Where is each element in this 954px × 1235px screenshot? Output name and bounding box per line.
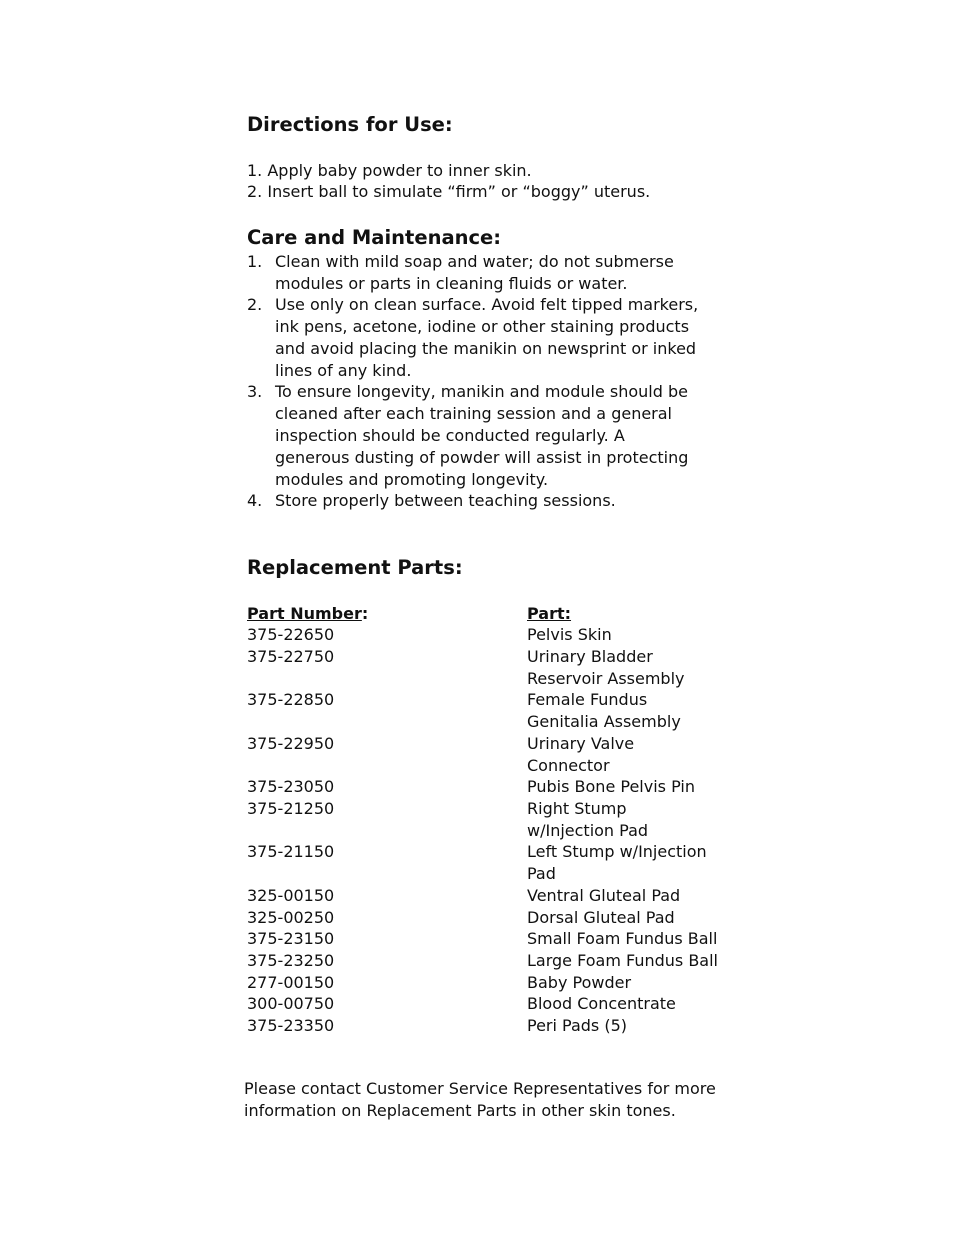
care-item-1-number: 1. (247, 252, 263, 271)
directions-item-2: 2. Insert ball to simulate “firm” or “boggy” uterus. (247, 182, 651, 201)
parts-heading: Replacement Parts: (247, 556, 463, 579)
table-row-part: Ventral Gluteal Pad (527, 886, 681, 905)
table-row-part: Large Foam Fundus Ball (527, 951, 718, 970)
table-row-number: 325-00150 (247, 886, 335, 905)
part-number-header-label: Part Number (247, 604, 362, 623)
directions-item-1: 1. Apply baby powder to inner skin. (247, 161, 532, 180)
care-item-2-text: Use only on clean surface. Avoid felt tipped markers, ink pens, acetone, iodine or other staining products and avoid placing the manikin on newsprint or inked lines of any kind. (275, 295, 699, 380)
table-row-part: Urinary Valve Connector (527, 734, 635, 775)
care-item-4-text: Store properly between teaching sessions. (275, 491, 616, 510)
table-row-number: 375-21150 (247, 842, 335, 861)
table-row-number: 375-23050 (247, 777, 335, 796)
care-item-3-text: To ensure longevity, manikin and module should be cleaned after each training session and a general inspection should be conducted regularly. A generous dusting of powder will assist in protecting modules and promoting longevity. (275, 382, 689, 489)
table-row-number: 375-22950 (247, 734, 335, 753)
part-number-header-colon: : (361, 604, 369, 623)
care-item-4-number: 4. (247, 491, 263, 510)
table-row-number: 375-22650 (247, 625, 335, 644)
table-row-part: Urinary Bladder Reservoir Assembly (527, 647, 685, 688)
table-row-part: Pelvis Skin (527, 625, 612, 644)
table-row-number: 300-00750 (247, 994, 335, 1013)
table-row-number: 375-22750 (247, 647, 335, 666)
table-row-number: 375-23350 (247, 1016, 335, 1035)
table-row-part: Right Stump w/Injection Pad (527, 799, 649, 840)
parts-column-header-part (527, 603, 727, 625)
table-row-number: 375-21250 (247, 799, 335, 818)
contact-note: Please contact Customer Service Representatives for more information on Replacement Parts in other skin tones. (244, 1079, 716, 1120)
care-item-3-number: 3. (247, 382, 263, 401)
table-row-number: 375-23250 (247, 951, 335, 970)
table-row-part: Left Stump w/Injection Pad (527, 842, 707, 883)
table-row-part: Baby Powder (527, 973, 632, 992)
table-row-part: Pubis Bone Pelvis Pin (527, 777, 695, 796)
part-header-label: Part: (527, 604, 572, 623)
table-row-number: 277-00150 (247, 973, 335, 992)
care-heading: Care and Maintenance: (247, 226, 502, 249)
table-row-part: Peri Pads (5) (527, 1016, 628, 1035)
table-row-part: Small Foam Fundus Ball (527, 929, 718, 948)
table-row-number: 375-22850 (247, 690, 335, 709)
table-row-part: Female Fundus Genitalia Assembly (527, 690, 681, 731)
care-item-1-text: Clean with mild soap and water; do not submerse modules or parts in cleaning fluids or water. (275, 252, 674, 293)
table-row-part: Dorsal Gluteal Pad (527, 908, 675, 927)
table-row-number: 325-00250 (247, 908, 335, 927)
parts-column-header-number (247, 603, 368, 625)
care-item-2-number: 2. (247, 295, 263, 314)
table-row-part: Blood Concentrate (527, 994, 676, 1013)
directions-heading: Directions for Use: (247, 113, 453, 136)
table-row-number: 375-23150 (247, 929, 335, 948)
